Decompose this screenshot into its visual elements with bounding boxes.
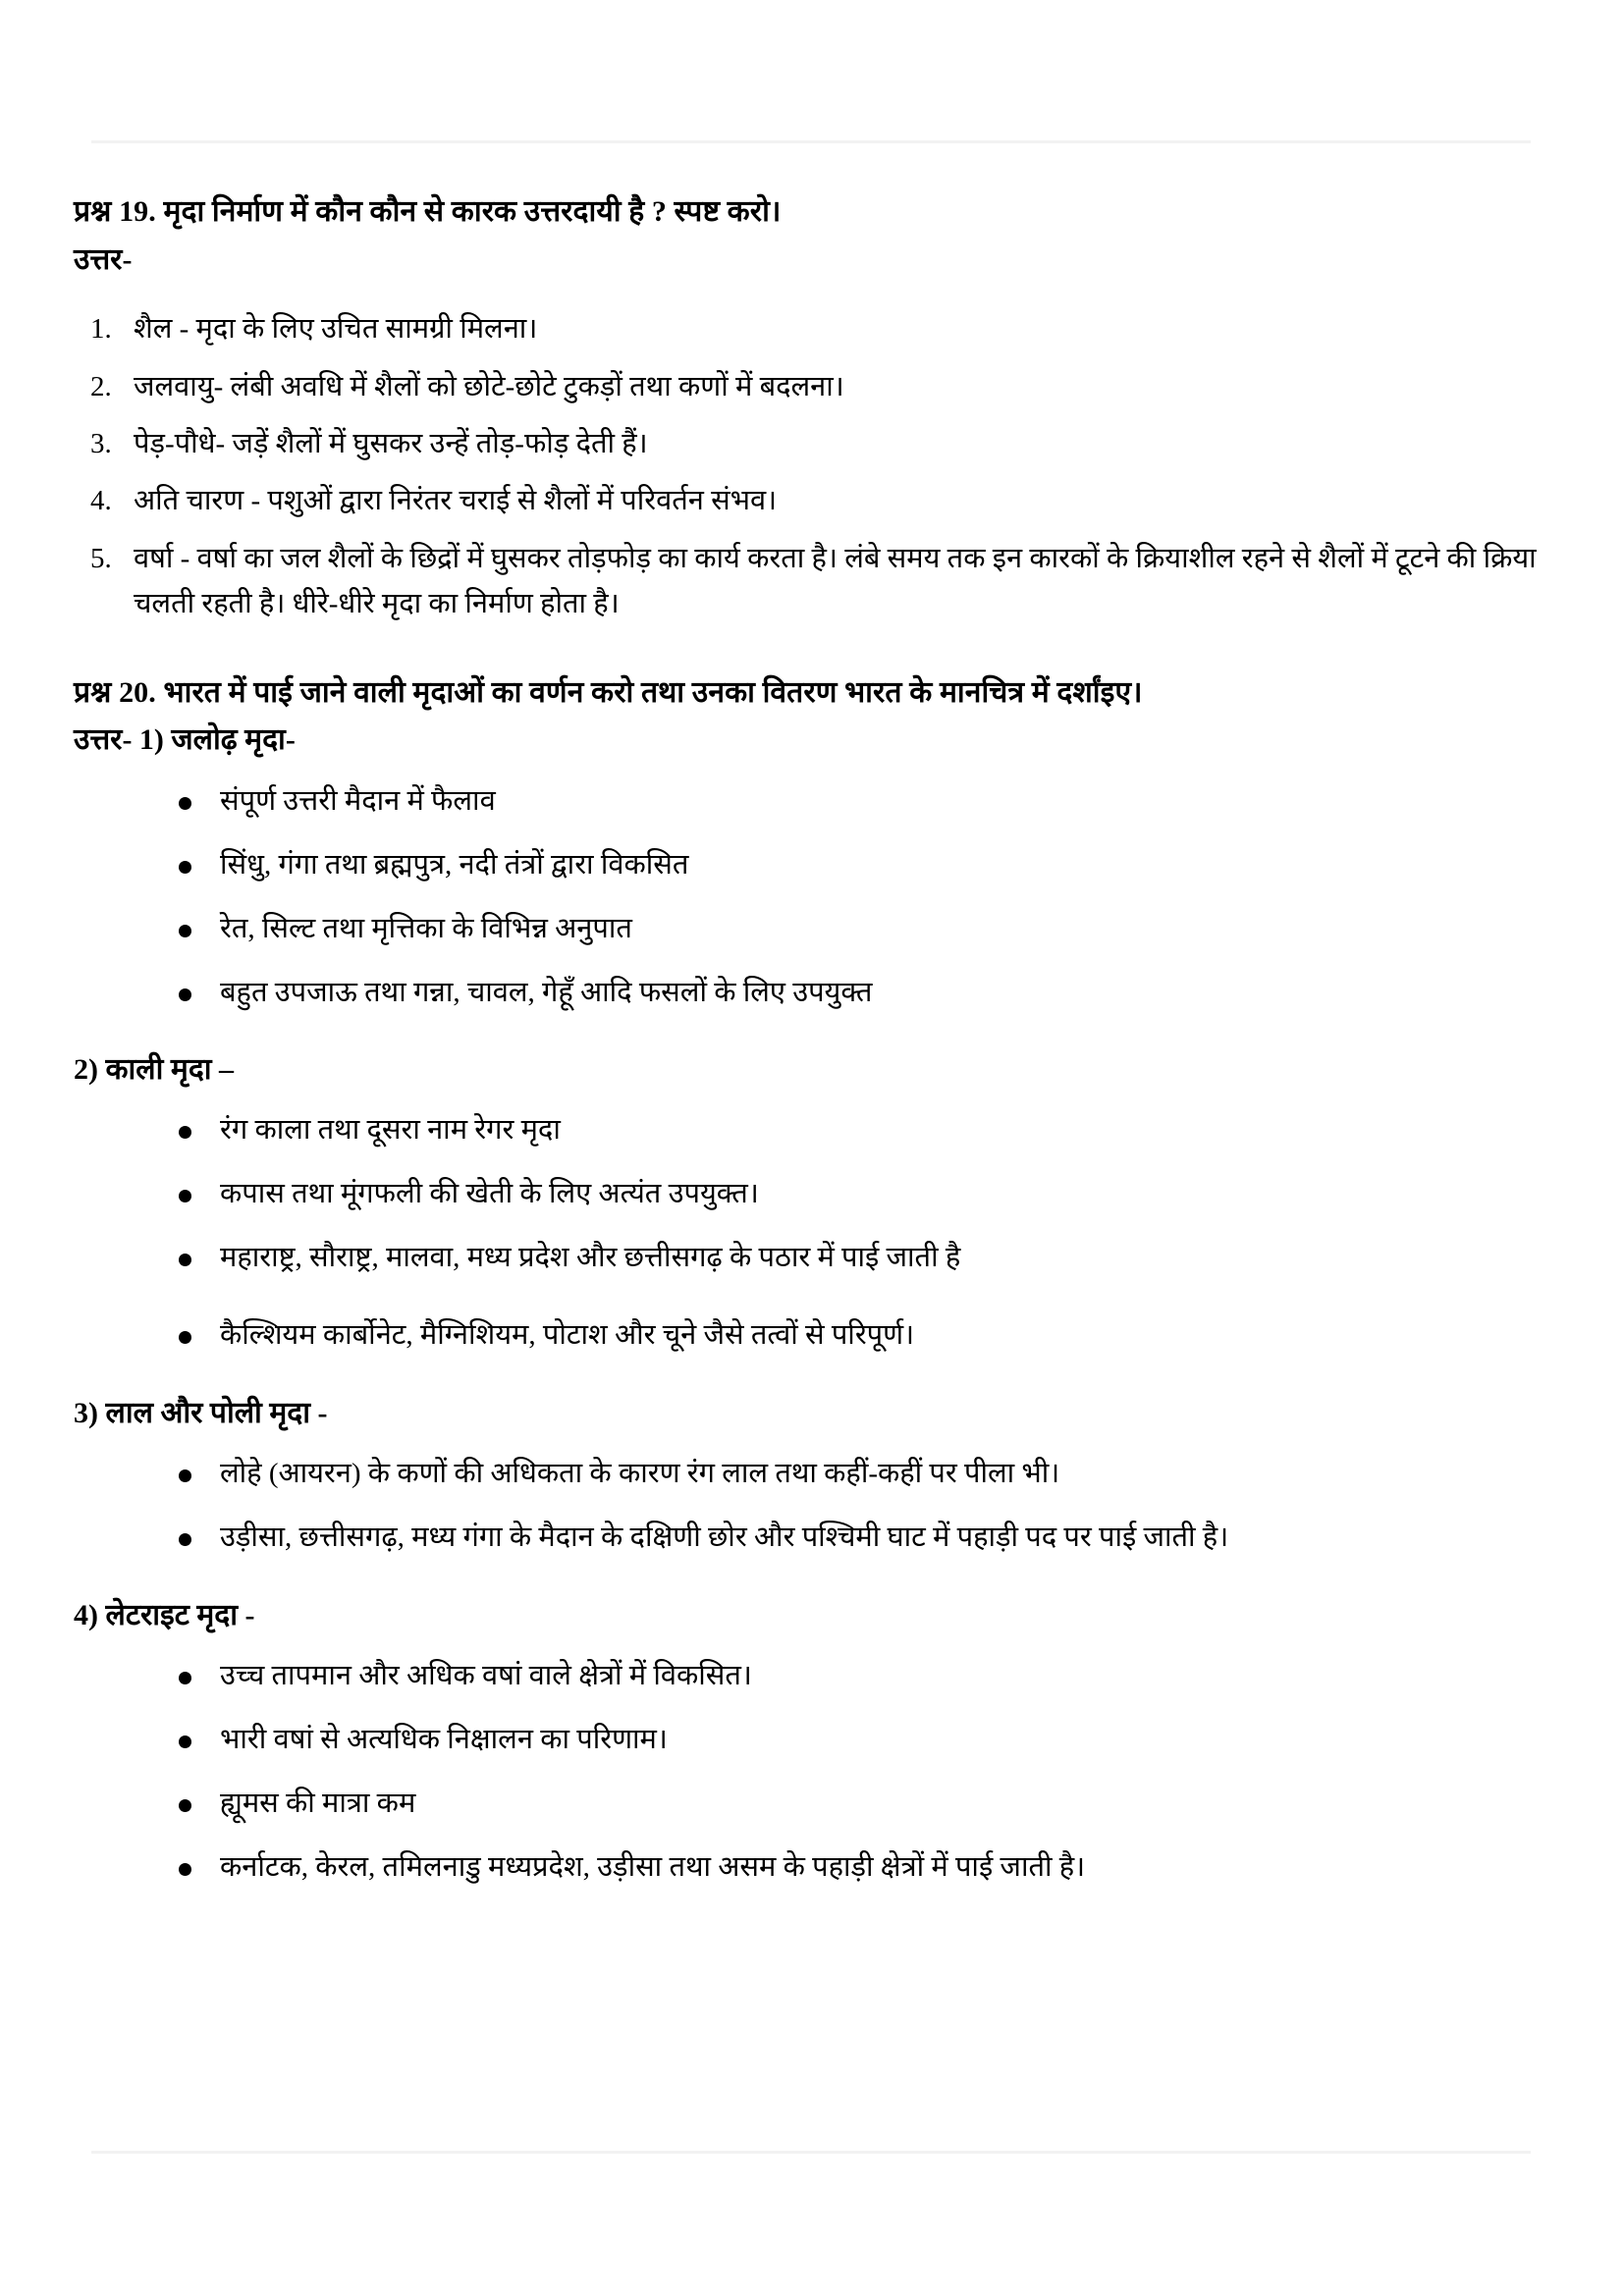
list-item: रंग काला तथा दूसरा नाम रेगर मृदा [69,1108,1561,1152]
soil-section-1-points [69,779,1561,1015]
document-content [69,191,1561,1909]
list-item: जलवायु- लंबी अवधि में शैलों को छोटे-छोटे टुकड़ों तथा कणों में बदलना। [134,370,844,402]
list-item: महाराष्ट्र, सौराष्ट्र, मालवा, मध्य प्रदेश और छत्तीसगढ़ के पठार में पाई जाती है [69,1236,1561,1280]
top-divider-rule [91,140,1531,143]
soil-section-3-heading: 3) लाल और पोली मृदा - [74,1397,328,1430]
question-19-heading: प्रश्न 19. मृदा निर्माण में कौन कौन से कारक उत्तरदायी है ? स्पष्ट करो। [74,195,782,228]
list-item: संपूर्ण उत्तरी मैदान में फैलाव [69,779,1561,824]
list-item: अति चारण - पशुओं द्वारा निरंतर चराई से शैलों में परिवर्तन संभव। [134,485,778,517]
question-19-answer-list [69,306,1561,626]
list-item: भारी वषां से अत्यधिक निक्षालन का परिणाम। [69,1718,1561,1762]
list-item: उच्च तापमान और अधिक वषां वाले क्षेत्रों में विकसित। [69,1654,1561,1698]
soil-section-4-heading: 4) लेटराइट मृदा - [74,1599,255,1632]
list-item: पेड़-पौधे- जड़ें शैलों में घुसकर उन्हें तोड़-फोड़ देती हैं। [134,427,648,459]
list-item: कैल्शियम कार्बोनेट, मैग्निशियम, पोटाश और चूने जैसे तत्वों से परिपूर्ण। [69,1313,1561,1358]
list-item: कपास तथा मूंगफली की खेती के लिए अत्यंत उपयुक्त। [69,1172,1561,1216]
question-20-heading: प्रश्न 20. भारत में पाई जाने वाली मृदाओं का वर्णन करो तथा उनका वितरण भारत के मानचित्र में दर्शांइए। [74,675,1143,709]
list-item: रेत, सिल्ट तथा मृत्तिका के विभिन्न अनुपात [69,907,1561,951]
list-item: ह्यूमस की मात्रा कम [69,1782,1561,1826]
list-item: शैल - मृदा के लिए उचित सामग्री मिलना। [134,313,538,346]
list-item: वर्षा - वर्षा का जल शैलों के छिद्रों में घुसकर तोड़फोड़ का कार्य करता है। लंबे समय तक इन कारकों के क्रियाशील रहने से शैलों में टूटने की क्रिया चलती रहती है। धीरे-धीरे मृदा का निर्माण होता है। [134,542,1537,620]
list-item: लोहे (आयरन) के कणों की अधिकता के कारण रंग लाल तथा कहीं-कहीं पर पीला भी। [69,1452,1561,1496]
soil-section-2-heading: 2) काली मृदा – [74,1053,235,1087]
question-20-block [69,672,1561,1890]
section-spacer [69,639,1561,672]
list-item: कर्नाटक, केरल, तमिलनाडु मध्यप्रदेश, उड़ीसा तथा असम के पहाड़ी क्षेत्रों में पाई जाती है। [69,1845,1561,1890]
soil-section-2-points [69,1108,1561,1358]
list-item: सिंधु, गंगा तथा ब्रह्मपुत्र, नदी तंत्रों द्वारा विकसित [69,843,1561,887]
question-19-block [69,191,1561,627]
question-20-answer-label: उत्तर- 1) जलोढ़ मृदा- [74,723,296,757]
list-item: बहुत उपजाऊ तथा गन्ना, चावल, गेहूँ आदि फसलों के लिए उपयुक्त [69,971,1561,1015]
soil-section-4-points [69,1654,1561,1890]
bottom-divider-rule [91,2151,1531,2154]
list-item: उड़ीसा, छत्तीसगढ़, मध्य गंगा के मैदान के दक्षिणी छोर और पश्चिमी घाट में पहाड़ी पद पर पाई जाती है। [69,1516,1561,1560]
soil-section-3-points [69,1452,1561,1560]
question-19-answer-label: उत्तर- [74,242,133,276]
